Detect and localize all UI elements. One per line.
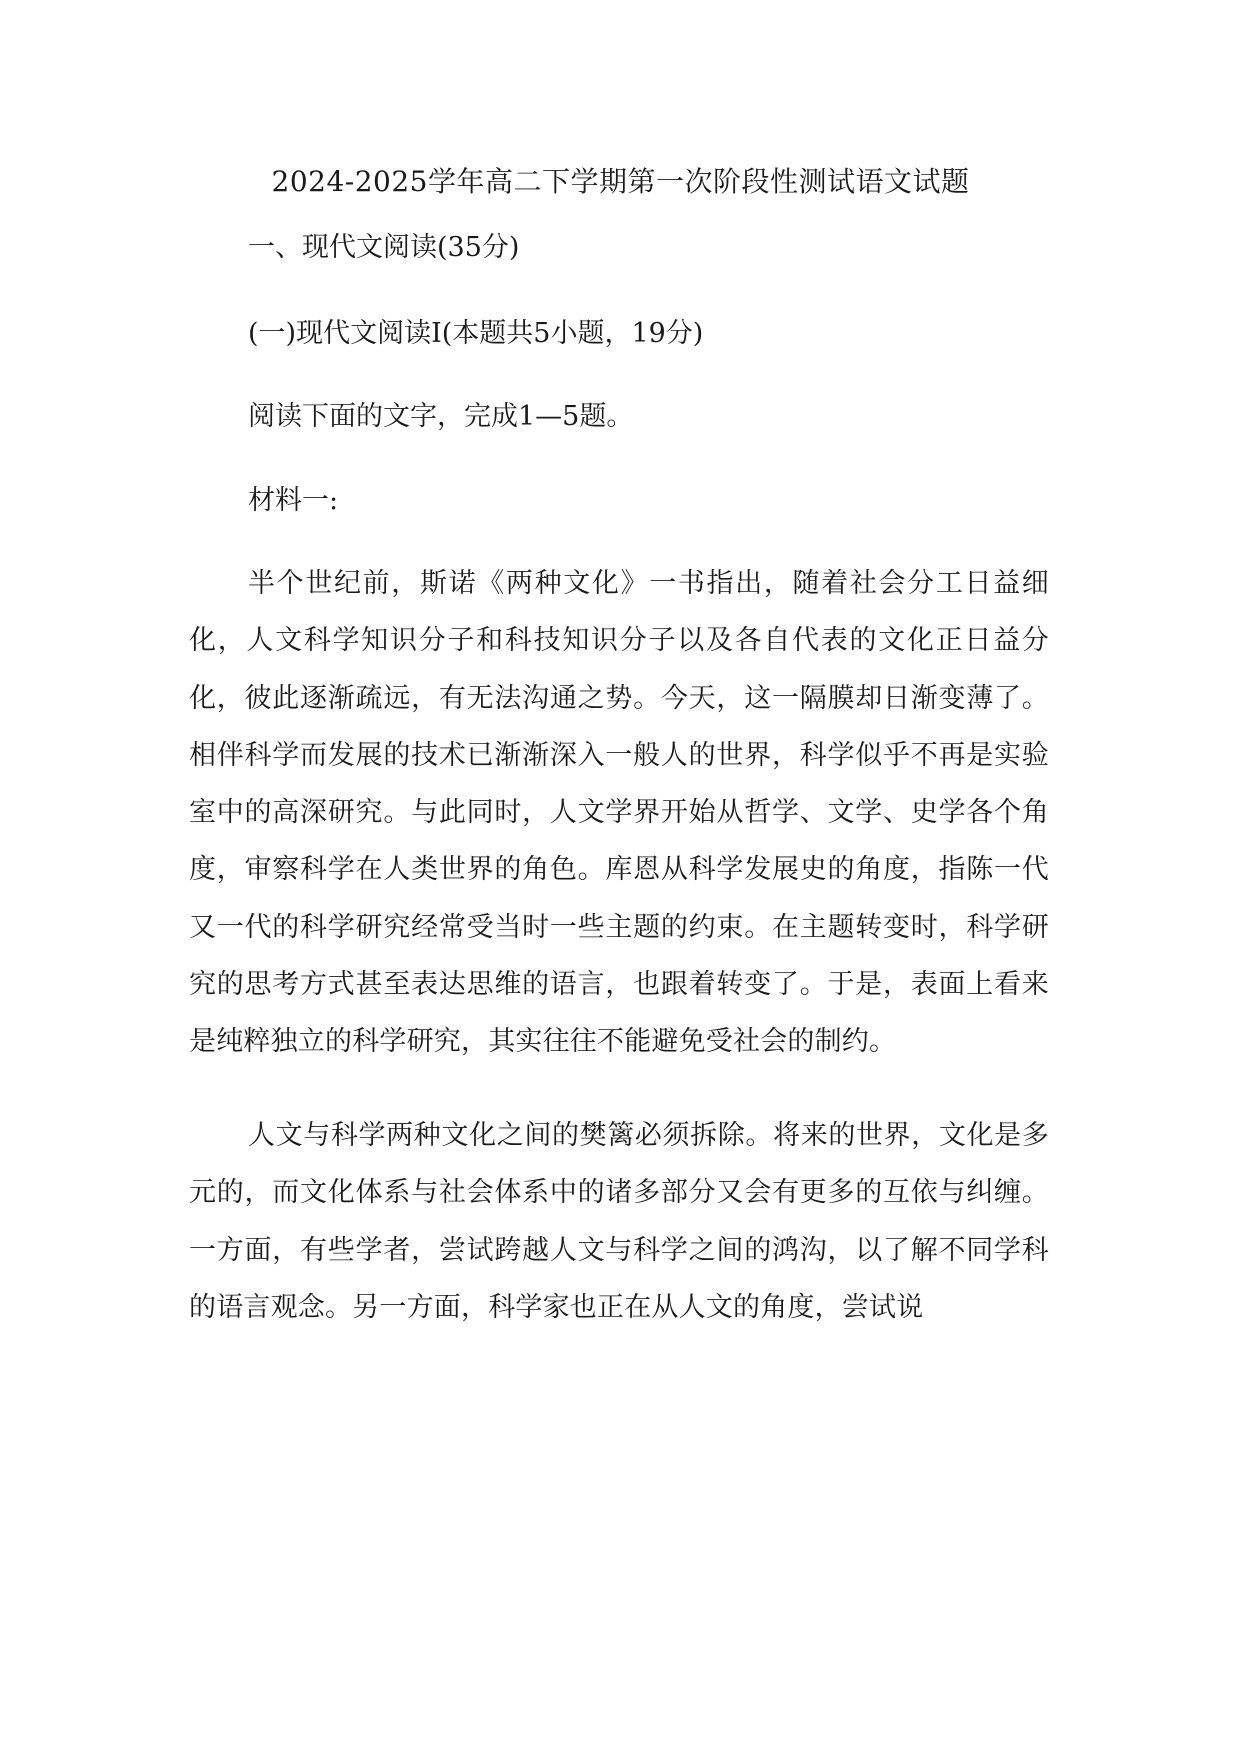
subsection-heading: (一)现代文阅读Ⅰ(本题共5小题，19分) xyxy=(248,318,704,349)
document-title: 2024-2025学年高二下学期第一次阶段性测试语文试题 xyxy=(271,165,970,198)
section-heading: 一、现代文阅读(35分) xyxy=(248,232,520,263)
material-label: 材料一: xyxy=(248,485,339,516)
body-paragraph: 半个世纪前，斯诺《两种文化》一书指出，随着社会分工日益细化，人文科学知识分子和科技知识分子以及各自代表的文化正日益分化，彼此逐渐疏远，有无法沟通之势。今天，这一隔膜却日渐变薄了。相伴科学而发展的技术已渐渐深入一般人的世界，科学似乎不再是实验室中的高深研究。与此同时，人文学界开始从哲学、文学、史学各个角度，审察科学在人类世界的角色。库恩从科学发展史的角度，指陈一代又一代的科学研究经常受当时一些主题的约束。在主题转变时，科学研究的思考方式甚至表达思维的语言，也跟着转变了。于是，表面上看来是纯粹独立的科学研究，其实往往不能避免受社会的制约。 xyxy=(189,568,1049,1058)
reading-instruction: 阅读下面的文字，完成1—5题。 xyxy=(248,401,634,432)
body-paragraph: 人文与科学两种文化之间的樊篱必须拆除。将来的世界，文化是多元的，而文化体系与社会体系中的诸多部分又会有更多的互依与纠缠。一方面，有些学者，尝试跨越人文与科学之间的鸿沟，以了解不同学科的语言观念。另一方面，科学家也正在从人文的角度，尝试说 xyxy=(189,1120,1049,1323)
